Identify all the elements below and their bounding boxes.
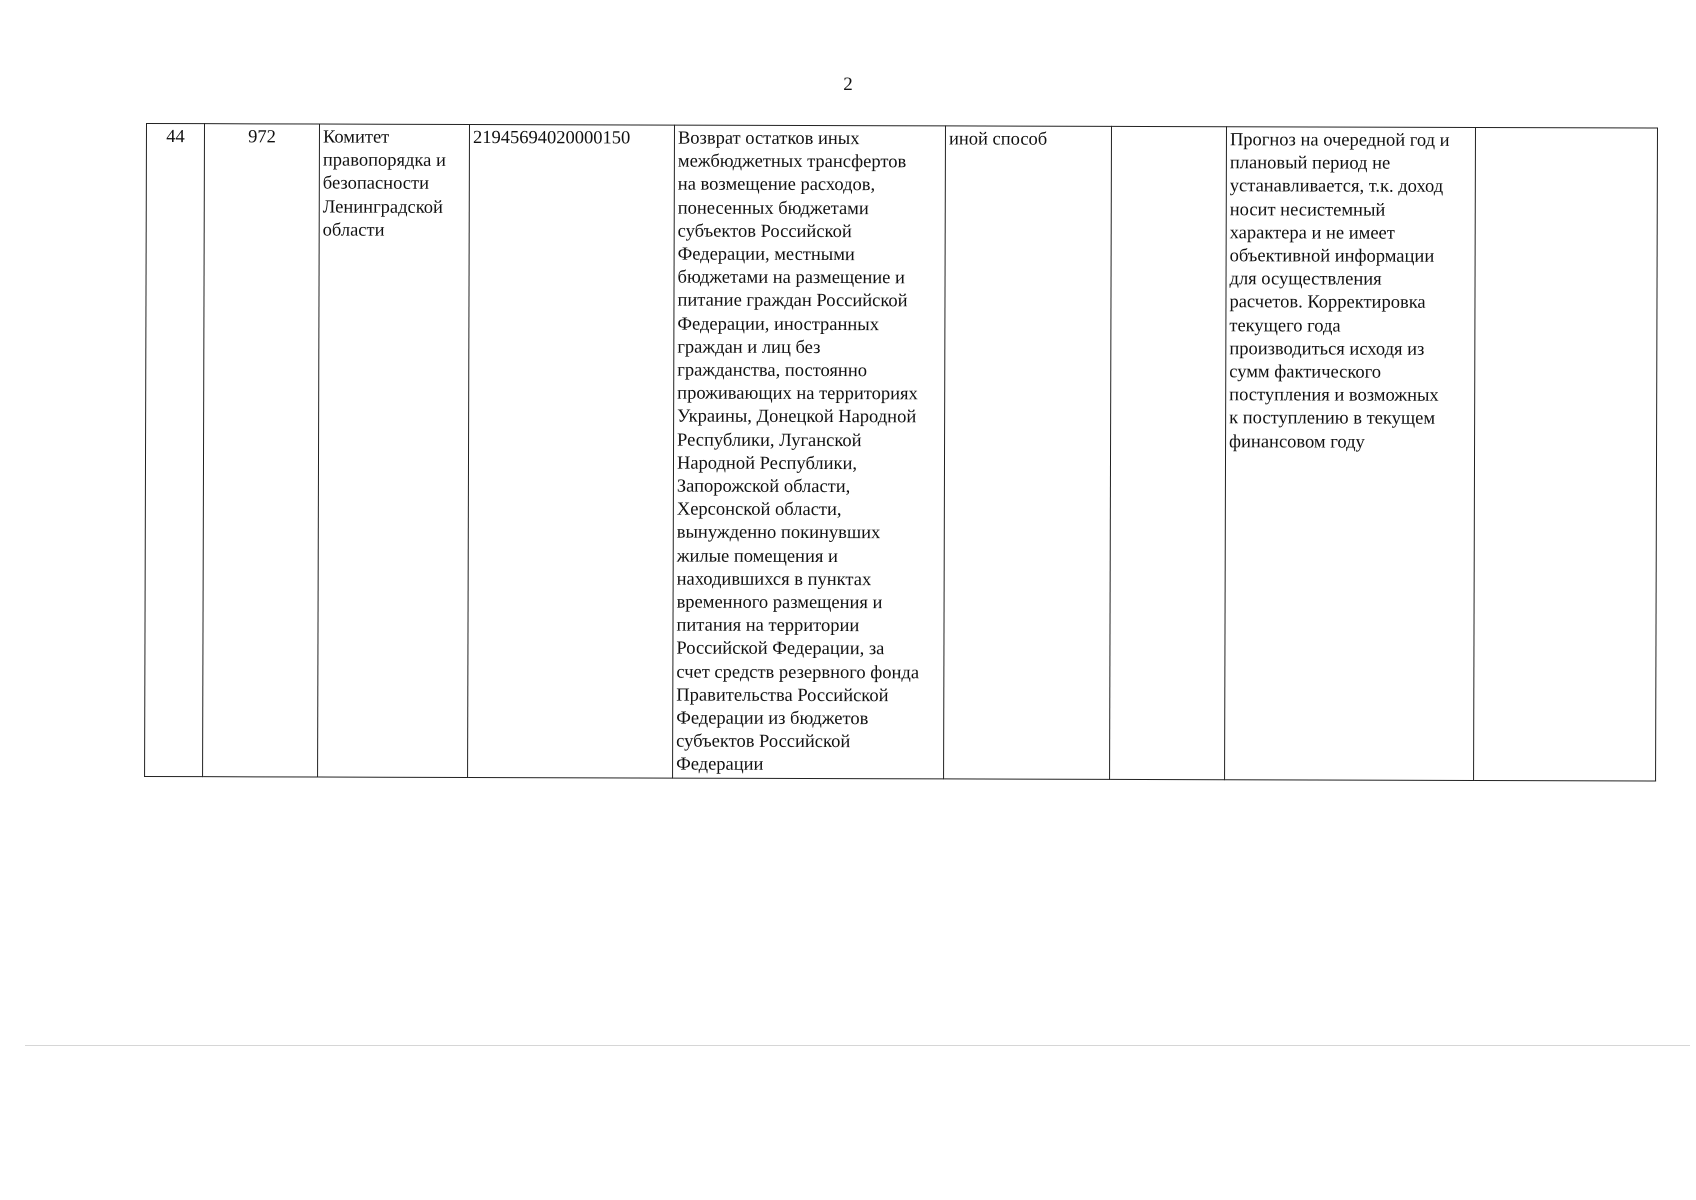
formula-cell <box>1110 126 1227 779</box>
budget-code-cell: 21945694020000150 <box>468 124 675 777</box>
note-cell <box>1474 127 1658 780</box>
table-row <box>145 124 1658 781</box>
algorithm-description-cell: Прогноз на очередной год и плановый период не устанавливается, т.к. доход носит несистемный характера и не имеет объективной информации для осуществления расчетов. Корректировка текущего года производиться исходя из сумм фактического поступления и возможных к поступлению в текущем финансовом году <box>1225 127 1476 780</box>
admin-code-cell: 972 <box>203 124 320 777</box>
revenue-table <box>144 123 1658 781</box>
page-number: 2 <box>843 74 853 95</box>
income-name-cell: Возврат остатков иных межбюджетных трансфертов на возмещение расходов, понесенных бюджетами субъектов Российской Федерации, местными бюджетами на размещение и питание граждан Российской Федерации, иностранных граждан и лиц без гражданства, постоянно проживающих на территориях Украины, Донецкой Народной Республики, Луганской Народной Республики, Запорожской области, Херсонской области, вынужденно покинувших жилые помещения и находившихся в пунктах временного размещения и питания на территории Российской Федерации, за счет средств резервного фонда Правительства Российской Федерации из бюджетов субъектов Российской Федерации <box>673 125 946 778</box>
forecast-method-cell: иной способ <box>944 126 1112 779</box>
scan-divider-line <box>25 1045 1690 1046</box>
administrator-name-cell: Комитет правопорядка и безопасности Ленинградской области <box>318 124 470 777</box>
row-number-cell: 44 <box>145 124 205 777</box>
